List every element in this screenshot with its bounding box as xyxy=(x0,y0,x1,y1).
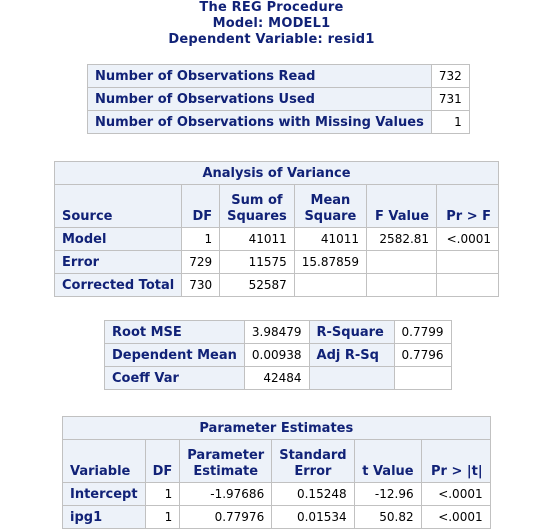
table-row xyxy=(55,228,499,251)
col-variable: Variable xyxy=(63,440,146,483)
cell: <.0001 xyxy=(421,483,490,506)
cell xyxy=(437,274,499,297)
procedure-titles xyxy=(0,0,543,48)
table-row xyxy=(88,65,470,88)
anova-caption: Analysis of Variance xyxy=(55,162,499,185)
root-mse-label: Root MSE xyxy=(105,321,245,344)
col-pr-f: Pr > F xyxy=(437,185,499,228)
cell xyxy=(294,274,366,297)
table-row xyxy=(63,483,491,506)
cell: <.0001 xyxy=(437,228,499,251)
table-row xyxy=(55,251,499,274)
cell: 2582.81 xyxy=(367,228,437,251)
col-df: DF xyxy=(182,185,220,228)
obs-missing-value: 1 xyxy=(431,111,469,134)
cell: 730 xyxy=(182,274,220,297)
cell: 1 xyxy=(182,228,220,251)
cell xyxy=(367,274,437,297)
col-standard-error: Standard Error xyxy=(272,440,354,483)
params-header-row xyxy=(63,440,491,483)
col-parameter-estimate: Parameter Estimate xyxy=(180,440,272,483)
row-label-corrected-total: Corrected Total xyxy=(55,274,182,297)
table-row xyxy=(63,506,491,529)
empty-label xyxy=(309,367,394,390)
cell: 50.82 xyxy=(354,506,421,529)
table-row xyxy=(88,111,470,134)
cell: 15.87859 xyxy=(294,251,366,274)
empty-value xyxy=(394,367,451,390)
cell: 729 xyxy=(182,251,220,274)
col-f-value: F Value xyxy=(367,185,437,228)
col-t-value: t Value xyxy=(354,440,421,483)
dependent-mean-label: Dependent Mean xyxy=(105,344,245,367)
cell: 0.01534 xyxy=(272,506,354,529)
cell: 52587 xyxy=(220,274,295,297)
anova-table xyxy=(54,161,499,297)
table-row xyxy=(55,274,499,297)
observations-table xyxy=(87,64,470,134)
cell: 0.77976 xyxy=(180,506,272,529)
root-mse-value: 3.98479 xyxy=(244,321,309,344)
coeff-var-label: Coeff Var xyxy=(105,367,245,390)
col-pr-t: Pr > |t| xyxy=(421,440,490,483)
obs-missing-label: Number of Observations with Missing Values xyxy=(88,111,432,134)
procedure-title: The REG Procedure xyxy=(199,0,344,15)
r-square-label: R-Square xyxy=(309,321,394,344)
parameter-estimates-table xyxy=(62,416,491,529)
adj-r-sq-label: Adj R-Sq xyxy=(309,344,394,367)
table-row xyxy=(105,344,452,367)
cell: 1 xyxy=(145,483,180,506)
dependent-mean-value: 0.00938 xyxy=(244,344,309,367)
cell xyxy=(367,251,437,274)
cell xyxy=(437,251,499,274)
row-label-ipg1: ipg1 xyxy=(63,506,146,529)
table-row xyxy=(105,321,452,344)
cell: <.0001 xyxy=(421,506,490,529)
row-label-model: Model xyxy=(55,228,182,251)
cell: 0.15248 xyxy=(272,483,354,506)
obs-used-value: 731 xyxy=(431,88,469,111)
row-label-intercept: Intercept xyxy=(63,483,146,506)
parameter-estimates-caption: Parameter Estimates xyxy=(63,417,491,440)
cell: -12.96 xyxy=(354,483,421,506)
anova-header-row xyxy=(55,185,499,228)
obs-read-label: Number of Observations Read xyxy=(88,65,432,88)
cell: 41011 xyxy=(294,228,366,251)
cell: 1 xyxy=(145,506,180,529)
col-df: DF xyxy=(145,440,180,483)
obs-read-value: 732 xyxy=(431,65,469,88)
cell: 11575 xyxy=(220,251,295,274)
fit-statistics-table xyxy=(104,320,452,390)
col-source: Source xyxy=(55,185,182,228)
adj-r-sq-value: 0.7796 xyxy=(394,344,451,367)
col-sum-of-squares: Sum of Squares xyxy=(220,185,295,228)
cell: -1.97686 xyxy=(180,483,272,506)
obs-used-label: Number of Observations Used xyxy=(88,88,432,111)
r-square-value: 0.7799 xyxy=(394,321,451,344)
dependent-variable-title: Dependent Variable: resid1 xyxy=(168,32,375,47)
table-row xyxy=(88,88,470,111)
col-mean-square: Mean Square xyxy=(294,185,366,228)
row-label-error: Error xyxy=(55,251,182,274)
coeff-var-value: 42484 xyxy=(244,367,309,390)
model-title: Model: MODEL1 xyxy=(212,16,331,31)
table-row xyxy=(105,367,452,390)
cell: 41011 xyxy=(220,228,295,251)
